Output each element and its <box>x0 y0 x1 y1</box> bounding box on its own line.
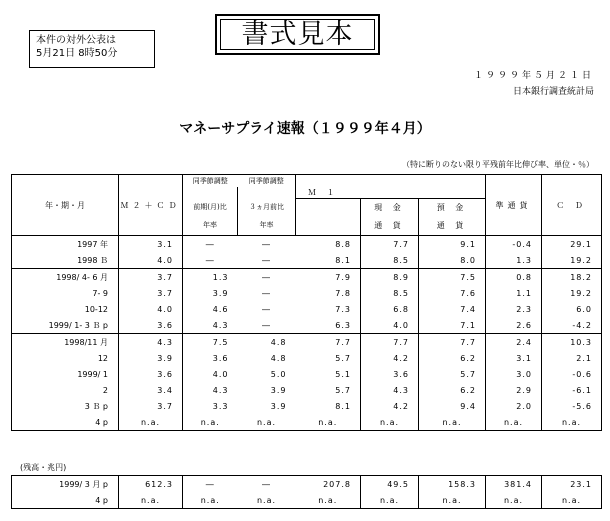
row-label: 4 p <box>12 414 119 431</box>
table-cell: 3.6 <box>119 366 183 382</box>
table-cell: -0.4 <box>486 236 542 253</box>
table-row <box>12 269 602 286</box>
release-notice-box <box>29 30 155 68</box>
table-cell: 2.9 <box>486 382 542 398</box>
table-cell: 7.5 <box>419 269 486 286</box>
table-cell: 158.3 <box>419 476 486 493</box>
table-cell: ― <box>238 236 296 253</box>
table-row <box>12 492 602 509</box>
table-cell: 8.1 <box>296 252 361 269</box>
table-cell: 19.2 <box>542 285 602 301</box>
table-cell: 9.1 <box>419 236 486 253</box>
table-cell: 5.7 <box>419 366 486 382</box>
header-seasonal-1: 同季節調整 <box>192 176 228 185</box>
header-m2cd: Ｍ２＋ＣＤ <box>119 175 183 236</box>
table-cell: 2.1 <box>542 350 602 366</box>
table-cell: n.a. <box>361 414 419 431</box>
table-cell: n.a. <box>419 492 486 509</box>
row-label: 12 <box>12 350 119 366</box>
table-cell: 0.8 <box>486 269 542 286</box>
release-notice-line-2: 5月21日 8時50分 <box>36 48 118 59</box>
money-stock-table <box>11 475 602 509</box>
table-cell: 8.8 <box>296 236 361 253</box>
table-cell: 8.9 <box>361 269 419 286</box>
table-cell: n.a. <box>119 414 183 431</box>
row-label: 1999/ 3 月 p <box>12 476 119 493</box>
format-sample-stamp: 書式見本 <box>215 14 380 55</box>
table-row <box>12 350 602 366</box>
table-cell: n.a. <box>256 495 277 505</box>
table-cell: 4.3 <box>119 334 183 351</box>
table-cell: 3.9 <box>270 401 287 411</box>
table-cell: 6.3 <box>296 317 361 334</box>
report-title: マネーサプライ速報（１９９９年４月） <box>179 121 431 137</box>
table-cell: n.a. <box>361 492 419 509</box>
table-row <box>12 252 602 269</box>
table-cell: 381.4 <box>486 476 542 493</box>
header-quasi-money: 準通貨 <box>486 175 542 236</box>
table-cell: 4.3 <box>212 320 229 330</box>
table-cell: 8.0 <box>419 252 486 269</box>
table-cell: 3.1 <box>486 350 542 366</box>
table-cell: 4.3 <box>361 382 419 398</box>
table-cell: 6.2 <box>419 382 486 398</box>
table-cell: 5.7 <box>296 382 361 398</box>
row-label: 3 Ｂ p <box>12 398 119 414</box>
table-cell: 7.4 <box>419 301 486 317</box>
table-cell: 4.8 <box>238 334 296 351</box>
table-cell: n.a. <box>119 492 183 509</box>
row-label: 1999/ 1 <box>12 366 119 382</box>
table-cell: 18.2 <box>542 269 602 286</box>
table-cell: -6.1 <box>542 382 602 398</box>
table-cell: 49.5 <box>361 476 419 493</box>
table-cell: ― <box>205 255 215 265</box>
table-cell: 6.2 <box>419 350 486 366</box>
table-cell: 2.6 <box>486 317 542 334</box>
table-cell: 7.7 <box>296 334 361 351</box>
unit-note: （特に断りのない限り平残前年比伸び率、単位・％） <box>402 160 594 169</box>
table-cell: n.a. <box>296 414 361 431</box>
row-label: 1997 年 <box>12 236 119 253</box>
header-cash-line1: 現 金 <box>361 199 419 216</box>
table-cell: -5.6 <box>542 398 602 414</box>
table-row <box>12 317 602 334</box>
table-cell: ― <box>262 304 271 314</box>
table-cell: 2.4 <box>486 334 542 351</box>
table-cell: 10.3 <box>542 334 602 351</box>
table-cell: n.a. <box>200 495 220 505</box>
table-cell: -4.2 <box>542 317 602 334</box>
header-deposit-line2: 通 貨 <box>419 216 486 236</box>
table-cell: 7.5 <box>183 334 238 351</box>
table-cell: n.a. <box>200 417 220 427</box>
table-cell: 29.1 <box>542 236 602 253</box>
header-prev-period: 前期(月)比 <box>183 199 238 216</box>
table-row <box>12 334 602 351</box>
header-period: 年・期・月 <box>12 175 119 236</box>
header-prev-annual: 年率 <box>183 216 238 236</box>
table-cell: 9.4 <box>419 398 486 414</box>
table-cell: ― <box>262 479 271 489</box>
table-cell: 5.7 <box>296 350 361 366</box>
table-cell: ― <box>205 479 215 489</box>
table-cell: 5.1 <box>296 366 361 382</box>
publication-date: １９９９年５月２１日 <box>473 71 594 81</box>
table-cell: n.a. <box>419 414 486 431</box>
table-cell: 7.1 <box>419 317 486 334</box>
table-cell: 3.7 <box>119 398 183 414</box>
table-cell: ― <box>183 236 238 253</box>
table-cell: 2.3 <box>486 301 542 317</box>
table-cell: 7.6 <box>419 285 486 301</box>
table-cell: 7.7 <box>361 334 419 351</box>
table-cell: 19.2 <box>542 252 602 269</box>
table-cell: n.a. <box>542 492 602 509</box>
table-cell: 3.6 <box>361 366 419 382</box>
table-row <box>12 236 602 253</box>
row-label: 7- 9 <box>12 285 119 301</box>
table-cell: 3.9 <box>270 385 287 395</box>
table-cell: 3.0 <box>486 366 542 382</box>
table-cell: n.a. <box>296 492 361 509</box>
table-cell: 8.5 <box>361 285 419 301</box>
header-cash-line2: 通 貨 <box>361 216 419 236</box>
table-cell: 1.3 <box>183 269 238 286</box>
table-cell: 612.3 <box>119 476 183 493</box>
table-cell: 7.7 <box>419 334 486 351</box>
table-cell: 7.9 <box>296 269 361 286</box>
table-cell: 6.8 <box>361 301 419 317</box>
table-cell: ― <box>238 269 296 286</box>
table-cell: 6.0 <box>542 301 602 317</box>
table-cell: ― <box>262 288 271 298</box>
table-cell: 23.1 <box>542 476 602 493</box>
header-seasonal-2: 同季節調整 <box>238 175 296 187</box>
money-supply-table <box>11 174 602 431</box>
table-cell: 4.2 <box>361 398 419 414</box>
table-cell: 3.6 <box>119 317 183 334</box>
stock-note: (残高・兆円) <box>20 463 67 472</box>
header-deposit-line1: 預 金 <box>419 199 486 216</box>
header-cd: Ｃ Ｄ <box>556 200 587 210</box>
table-cell: 207.8 <box>296 476 361 493</box>
table-row <box>12 382 602 398</box>
row-label: 1998/ 4- 6 月 <box>12 269 119 286</box>
table-cell: n.a. <box>486 414 542 431</box>
table-cell: n.a. <box>256 417 277 427</box>
table-cell: 1.3 <box>486 252 542 269</box>
table-cell: -0.6 <box>542 366 602 382</box>
table-cell: 2.0 <box>486 398 542 414</box>
publisher-bureau: 日本銀行調査統計局 <box>512 87 594 97</box>
row-label: 1998/11 月 <box>12 334 119 351</box>
table-cell: 4.2 <box>361 350 419 366</box>
table-cell: 7.7 <box>361 236 419 253</box>
table-cell: n.a. <box>542 414 602 431</box>
table-cell: 3.1 <box>119 236 183 253</box>
row-label: 1998 Ｂ <box>12 252 119 269</box>
table-cell: 4.0 <box>119 252 183 269</box>
table-cell: 1.1 <box>486 285 542 301</box>
header-m1: Ｍ １ <box>296 187 486 199</box>
table-row <box>12 476 602 493</box>
table-row <box>12 285 602 301</box>
table-cell: 4.0 <box>361 317 419 334</box>
table-cell: 3.4 <box>119 382 183 398</box>
table-cell: 4.6 <box>212 304 229 314</box>
table-cell: 8.1 <box>296 398 361 414</box>
row-label: 1999/ 1- 3 Ｂ p <box>12 317 119 334</box>
table-row <box>12 366 602 382</box>
table-cell: 4.0 <box>212 369 229 379</box>
row-label: 2 <box>12 382 119 398</box>
release-notice-line-1: 本件の対外公表は <box>36 35 116 46</box>
row-label: 10-12 <box>12 301 119 317</box>
table-cell: 3.3 <box>212 401 229 411</box>
header-3month-annual: 年率 <box>238 216 296 236</box>
table-cell: 7.3 <box>296 301 361 317</box>
table-row <box>12 414 602 431</box>
table-cell: 4.8 <box>270 353 287 363</box>
table-cell: 4.3 <box>212 385 229 395</box>
row-label: 4 p <box>12 492 119 509</box>
table-row <box>12 398 602 414</box>
table-cell: 3.9 <box>212 288 229 298</box>
table-cell: 8.5 <box>361 252 419 269</box>
table-cell: 4.0 <box>119 301 183 317</box>
header-3month: ３ヵ月前比 <box>238 199 296 216</box>
table-cell: 3.6 <box>212 353 229 363</box>
table-cell: 3.9 <box>119 350 183 366</box>
table-cell: ― <box>262 320 271 330</box>
table-cell: ― <box>262 255 271 265</box>
table-cell: 3.7 <box>119 269 183 286</box>
table-cell: 3.7 <box>119 285 183 301</box>
table-cell: 7.8 <box>296 285 361 301</box>
table-cell: n.a. <box>486 492 542 509</box>
table-cell: 5.0 <box>270 369 287 379</box>
table-row <box>12 301 602 317</box>
